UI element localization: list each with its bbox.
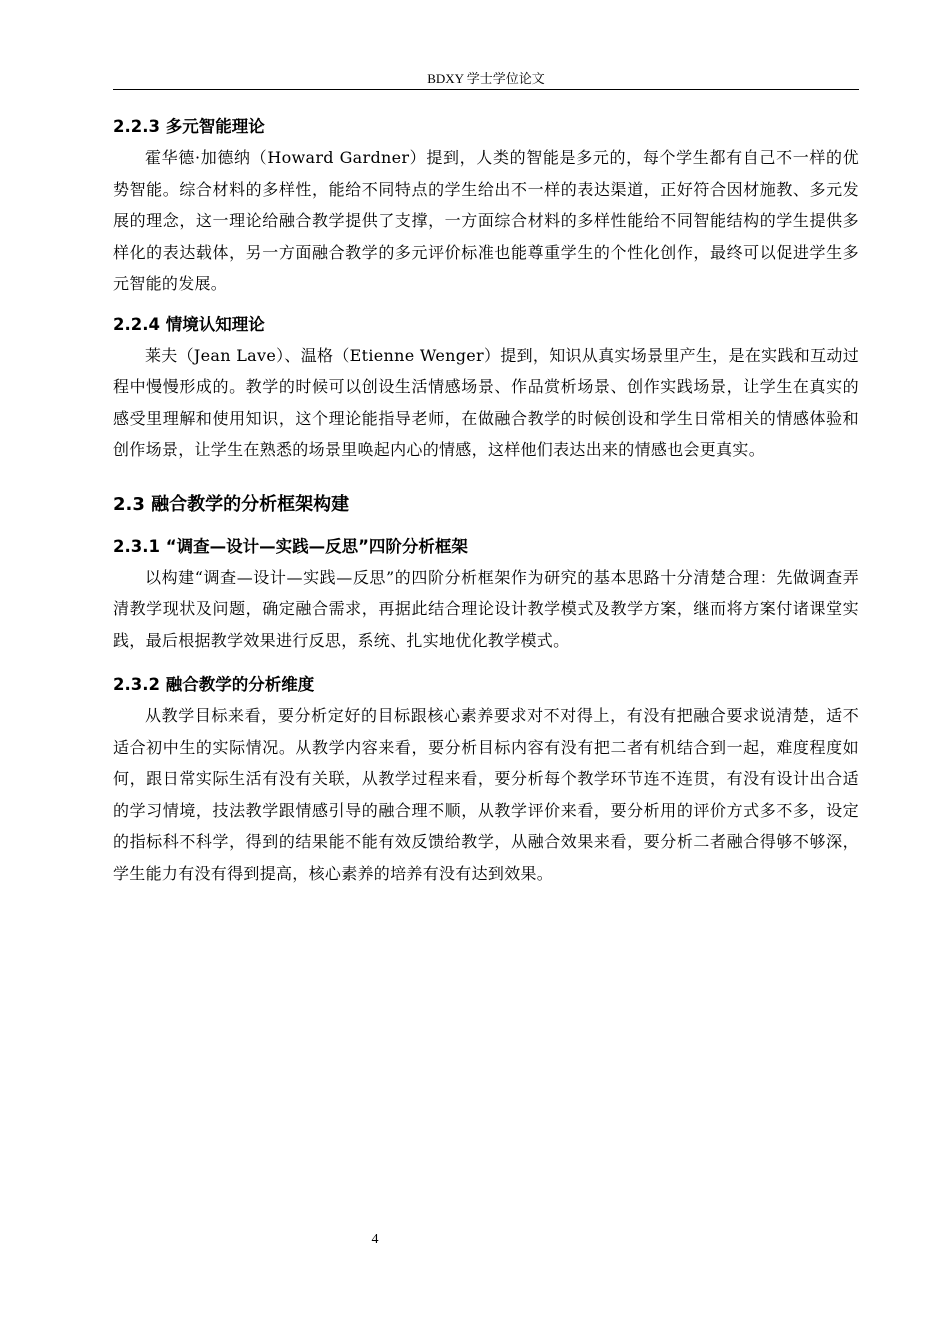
- heading-2-3: 2.3 融合教学的分析框架构建: [113, 493, 350, 515]
- paragraph-multiple-intelligences: 霍华德·加德纳（Howard Gardner）提到，人类的智能是多元的，每个学生都有自己不一样的优势智能。综合材料的多样性，能给不同特点的学生给出不一样的表达渠道，正好符合因材施教、多元发展的理念，这一理论给融合教学提供了支撑，一方面综合材料的多样性能给不同智能结构的学生提供多样化的表达载体，另一方面融合教学的多元评价标准也能尊重学生的个性化创作，最终可以促进学生多元智能的发展。: [113, 148, 859, 293]
- spacer: [113, 656, 859, 670]
- heading-2-3-2: 2.3.2 融合教学的分析维度: [113, 675, 315, 694]
- spacer: [113, 466, 859, 488]
- heading-2-2-3: 2.2.3 多元智能理论: [113, 117, 265, 136]
- spacer: [113, 300, 859, 310]
- document-body: [113, 112, 859, 889]
- heading-2-3-1: 2.3.1 “调查—设计—实践—反思”四阶分析框架: [113, 536, 468, 556]
- page-number: 4: [371, 1232, 379, 1247]
- heading-2-2-4: 2.2.4 情境认知理论: [113, 314, 265, 334]
- paragraph-situated-cognition: 莱夫（Jean Lave）、温格（Etienne Wenger）提到，知识从真实场景里产生，是在实践和互动过程中慢慢形成的。教学的时候可以创设生活情感场景、作品赏析场景、创作实践场景，让学生在真实的感受里理解和使用知识，这个理论能指导老师，在做融合教学的时候创设和学生日常相关的情感体验和创作场景，让学生在熟悉的场景里唤起内心的情感，这样他们表达出来的情感也会更真实。: [113, 345, 859, 459]
- page-header: BDXY 学士学位论文: [427, 71, 545, 86]
- spacer: [113, 522, 859, 532]
- header-rule: [113, 89, 859, 90]
- paragraph-four-stage-framework: 以构建“调查—设计—实践—反思”的四阶分析框架作为研究的基本思路十分清楚合理：先做调查弄清教学现状及问题，确定融合需求，再据此结合理论设计教学模式及教学方案，继而将方案付诸课堂实践，最后根据教学效果进行反思，系统、扎实地优化教学模式。: [113, 567, 859, 650]
- paragraph-analysis-dimensions: 从教学目标来看，要分析定好的目标跟核心素养要求对不对得上，有没有把融合要求说清楚，适不适合初中生的实际情况。从教学内容来看，要分析目标内容有没有把二者有机结合到一起，难度程度如何，跟日常实际生活有没有关联，从教学过程来看，要分析每个教学环节连不连贯，有没有设计出合适的学习情境，技法教学跟情感引导的融合理不顺，从教学评价来看，要分析用的评价方式多不多，设定的指标科不科学，得到的结果能不能有效反馈给教学，从融合效果来看，要分析二者融合得够不够深，学生能力有没有得到提高，核心素养的培养有没有达到效果。: [113, 706, 859, 883]
